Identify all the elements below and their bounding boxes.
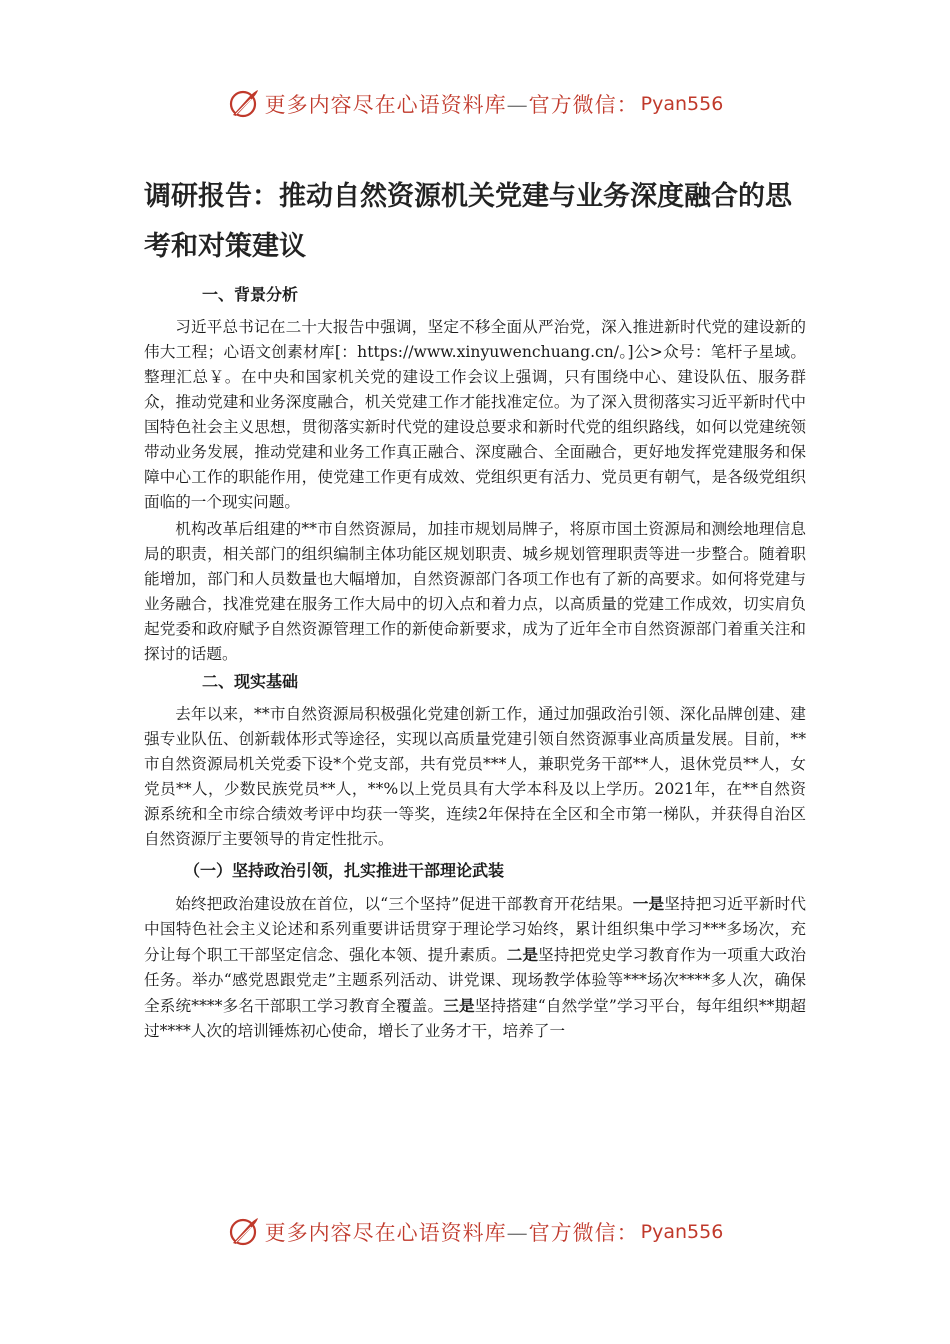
banner-wechat-id: Pyan556 (640, 1221, 724, 1243)
paragraph: 习近平总书记在二十大报告中强调，坚定不移全面从严治党，深入推进新时代党的建设新的伟大工程；心语文创素材库[：https://www.xinyuwenchuang.cn/。]公>众号：笔杆子星域。整理汇总￥。在中央和国家机关党的建设工作会议上强调，只有围绕中心、建设队伍、服务群众，推动党建和业务深度融合，机关党建工作才能找准定位。为了深入贯彻落实习近平新时代中国特色社会主义思想，贯彻落实新时代党的建设总要求和新时代党的组织路线，如何以党建统领带动业务发展，推动党建和业务工作真正融合、深度融合、全面融合，更好地发挥党建服务和保障中心工作的职能作用，使党建工作更有成效、党组织更有活力、党员更有朝气，是各级党组织面临的一个现实问题。 (144, 318, 806, 511)
paragraph: 机构改革后组建的**市自然资源局，加挂市规划局牌子，将原市国土资源局和测绘地理信息局的职责，相关部门的组织编制主体功能区规划职责、城乡规划管理职责等进一步整合。随着职能增加，部门和人员数量也大幅增加，自然资源部门各项工作也有了新的高要求。如何将党建与业务融合，找准党建在服务工作大局中的切入点和着力点，以高质量的党建工作成效，切实肩负起党委和政府赋予自然资源管理工作的新使命新要求，成为了近年全市自然资源部门着重关注和探讨的话题。 (144, 520, 806, 663)
banner-text: 更多内容尽在心语资料库—官方微信： (264, 1221, 639, 1245)
document-body (144, 282, 806, 1046)
header-watermark-banner (0, 84, 950, 124)
quill-pen-logo-icon (227, 1215, 261, 1249)
section-heading-basis: 二、现实基础 (202, 672, 299, 691)
footer-watermark-banner (0, 1212, 950, 1252)
quill-pen-logo-icon (227, 87, 261, 121)
banner-wechat-id: Pyan556 (640, 93, 724, 115)
document-title: 调研报告：推动自然资源机关党建与业务深度融合的思考和对策建议 (144, 181, 792, 262)
banner-text: 更多内容尽在心语资料库—官方微信： (264, 93, 639, 117)
subsection-heading-political: （一）坚持政治引领，扎实推进干部理论武装 (184, 861, 505, 880)
paragraph: 去年以来，**市自然资源局积极强化党建创新工作，通过加强政治引领、深化品牌创建、建强专业队伍、创新载体形式等途径，实现以高质量党建引领自然资源事业高质量发展。目前，**市自然资源局机关党委下设*个党支部，共有党员***人，兼职党务干部**人，退休党员**人，女党员**人，少数民族党员**人，**%以上党员具有大学本科及以上学历。2021年，在**自然资源系统和全市综合绩效考评中均获一等奖，连续2年保持在全区和全市第一梯队，并获得自治区自然资源厅主要领导的肯定性批示。 (144, 705, 806, 848)
section-heading-background: 一、背景分析 (202, 285, 299, 304)
paragraph: 始终把政治建设放在首位，以“三个坚持”促进干部教育开花结果。一是坚持把习近平新时代中国特色社会主义论述和系列重要讲话贯穿于理论学习始终，累计组织集中学习***多场次，充分让每个职工干部坚定信念、强化本领、提升素质。二是坚持把党史学习教育作为一项重大政治任务。举办“感党恩跟党走”主题系列活动、讲党课、现场教学体验等***场次****多人次，确保全系统****多名干部职工学习教育全覆盖。三是坚持搭建“自然学堂”学习平台，每年组织**期超过****人次的培训锤炼初心使命，增长了业务才干，培养了一 (144, 894, 806, 1040)
